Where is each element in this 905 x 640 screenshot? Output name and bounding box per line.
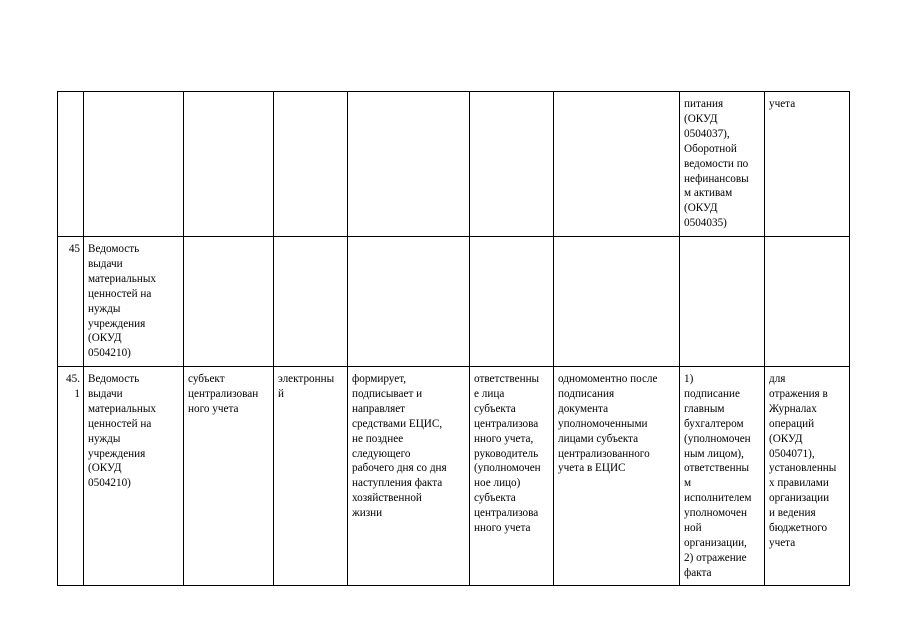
table-row	[58, 237, 850, 367]
col8-cell	[680, 92, 765, 237]
timing-cell	[554, 92, 680, 237]
action-cell	[348, 92, 470, 237]
document-name: Ведомость выдачи материальных ценностей на нужды учреждения (ОКУД 0504210)	[88, 373, 156, 490]
document-name: Ведомость выдачи материальных ценностей на нужды учреждения (ОКУД 0504210)	[88, 243, 156, 360]
document-name-cell	[84, 367, 184, 586]
row-number-cell	[58, 367, 84, 586]
signers-cell	[470, 92, 554, 237]
action-text: формирует, подписывает и направляет средствами ЕЦИС, не позднее следующего рабочего дня со дня наступления факта хозяйственной жизни	[352, 373, 447, 520]
table-row	[58, 367, 850, 586]
col8-text: питания (ОКУД 0504037), Оборотной ведомости по нефинансовы м активам (ОКУД 0504035)	[684, 98, 749, 230]
responsible-cell	[184, 237, 274, 367]
responsible-cell	[184, 367, 274, 586]
document-name-cell	[84, 237, 184, 367]
row-number-cell	[58, 92, 84, 237]
col8-cell	[680, 237, 765, 367]
format-text: электронны й	[278, 373, 335, 400]
col9-text: для отражения в Журналах операций (ОКУД 0504071), установленны х правилами организации и ведения бюджетного учета	[769, 373, 837, 549]
signers-cell	[470, 237, 554, 367]
responsible-text: субъект централизован ного учета	[188, 373, 259, 415]
format-cell	[274, 92, 348, 237]
col8-cell	[680, 367, 765, 586]
timing-cell	[554, 237, 680, 367]
document-table	[57, 91, 850, 586]
col9-cell	[765, 92, 850, 237]
col9-text: учета	[769, 98, 796, 110]
table-row	[58, 92, 850, 237]
format-cell	[274, 237, 348, 367]
document-name-cell	[84, 92, 184, 237]
action-cell	[348, 367, 470, 586]
format-cell	[274, 367, 348, 586]
action-cell	[348, 237, 470, 367]
row-number: 45. 1	[66, 373, 80, 400]
signers-text: ответственны е лица субъекта централизова нного учета, руководитель (уполномочен ное лицо) субъекта централизова нного учета	[474, 373, 541, 535]
row-number: 45	[68, 243, 80, 255]
signers-cell	[470, 367, 554, 586]
timing-text: одномоментно после подписания документа уполномоченными лицами субъекта централизованного учета в ЕЦИС	[558, 373, 658, 475]
timing-cell	[554, 367, 680, 586]
col9-cell	[765, 367, 850, 586]
row-number-cell	[58, 237, 84, 367]
responsible-cell	[184, 92, 274, 237]
col9-cell	[765, 237, 850, 367]
col8-text: 1) подписание главным бухгалтером (уполномочен ным лицом), ответственны м исполнителем уполномочен ной организации, 2) отражение факта	[684, 373, 752, 579]
